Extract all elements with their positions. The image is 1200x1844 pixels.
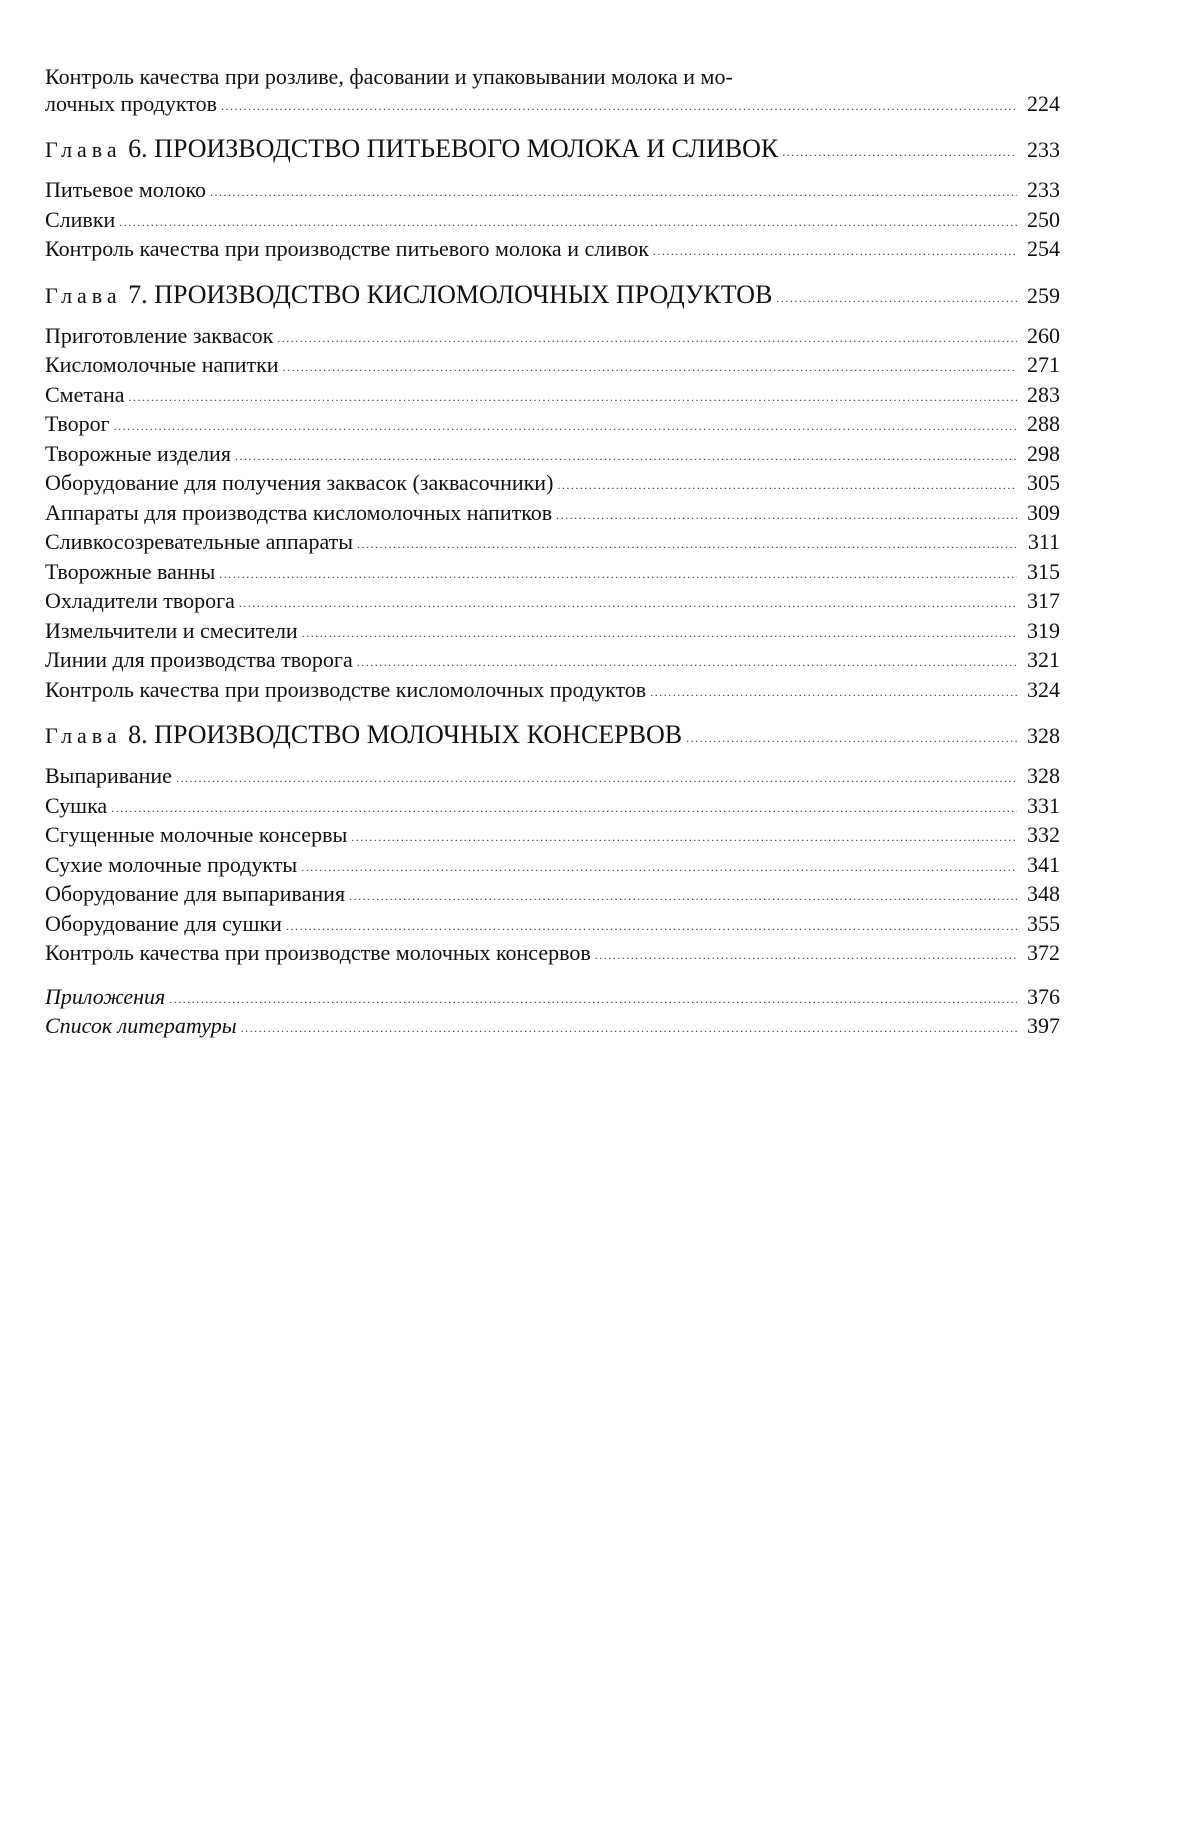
toc-entry-intro [45,64,1060,120]
dot-leader [129,384,1017,411]
chapter-heading-8 [45,720,1060,754]
dot-leader [357,649,1017,676]
chapter-label: Глава [45,723,122,748]
toc-page-number: 341 [1027,851,1060,877]
dot-leader [653,238,1017,265]
dot-leader [351,824,1017,851]
toc-page-number: 317 [1027,588,1060,613]
toc-entry [45,881,1060,911]
toc-entry-title: Творожные ванны [45,558,216,584]
dot-leader [176,765,1017,792]
toc-entry [45,793,1060,823]
toc-entry [45,852,1060,882]
dot-leader [111,795,1017,822]
toc-entry-title: Оборудование для сушки [45,910,282,936]
chapter-title-text: 7. ПРОИЗВОДСТВО КИСЛОМОЛОЧНЫХ ПРОДУКТОВ [128,279,773,309]
toc-entry-title: Творожные изделия [45,440,231,466]
toc-entry-title: Выпаривание [45,763,172,788]
dot-leader [119,209,1017,236]
toc-page-number: 250 [1027,206,1060,232]
toc-entry [45,411,1060,441]
toc-page-number: 332 [1027,822,1060,847]
toc-page-number: 372 [1027,940,1060,965]
toc-entry-title: Оборудование для получения заквасок (заквасочники) [45,470,554,495]
toc-entry [45,382,1060,412]
toc-entry [45,470,1060,500]
dot-leader [556,502,1017,529]
toc-entry [45,352,1060,382]
toc-entry-title-line1: Контроль качества при розливе, фасовании и упаковывании молока и мо- [45,64,733,89]
toc-page-number: 319 [1027,617,1060,643]
chapter-label: Глава [45,137,122,162]
dot-leader [650,679,1017,706]
toc-entry [45,559,1060,589]
toc-entry-title: Сливкосозревательные аппараты [45,529,354,554]
toc-entry-title: Сливки [45,206,116,232]
dot-leader [114,413,1017,440]
toc-page-number: 348 [1027,881,1060,906]
toc-entry [45,588,1060,618]
chapter-title [45,720,682,751]
toc-entry [45,177,1060,207]
toc-page-number: 321 [1027,647,1060,672]
chapter-title [45,280,772,311]
toc-entry-row [45,91,1060,121]
toc-entry-title: Список литературы [45,1013,237,1038]
toc-entry-title: Аппараты для производства кисломолочных напитков [45,499,553,525]
toc-page-number: 283 [1027,381,1060,407]
toc-page-number: 271 [1027,352,1060,377]
toc-entry [45,911,1060,941]
chapter-title-text: 8. ПРОИЗВОДСТВО МОЛОЧНЫХ КОНСЕРВОВ [128,720,683,749]
toc-entry [45,529,1060,559]
toc-entry [45,677,1060,707]
toc-entry-title: Охладители творога [45,588,235,613]
toc-entry-title: Измельчители и смесители [45,617,298,643]
toc-entry-title-line2: лочных продуктов [45,90,217,116]
toc-entry-title: Контроль качества при производстве молочных консервов [45,940,591,965]
toc-entry-title: Кисломолочные напитки [45,352,279,377]
toc-page-number: 259 [1027,282,1060,308]
dot-leader [302,620,1017,647]
toc-entry-title: Сухие молочные продукты [45,851,298,877]
chapter-title-text: 6. ПРОИЗВОДСТВО ПИТЬЕВОГО МОЛОКА И СЛИВОК [128,134,779,163]
dot-leader [221,93,1017,120]
toc-entry-title: Приложения [45,983,166,1009]
dot-leader [349,883,1017,910]
chapter-heading-7 [45,280,1060,314]
toc-entry [45,618,1060,648]
toc-page-number: 233 [1027,137,1060,162]
dot-leader [219,561,1017,588]
toc-entry-title: Сушка [45,792,108,818]
toc-page-number: 288 [1027,411,1060,436]
toc-entry [45,822,1060,852]
toc-entry [45,236,1060,266]
toc-page-number: 331 [1027,792,1060,818]
toc-entry-title: Линии для производства творога [45,647,353,672]
dot-leader [283,354,1017,381]
dot-leader [557,472,1017,499]
dot-leader [686,723,1017,753]
toc-entry-bibliography [45,1013,1060,1043]
dot-leader [595,942,1017,969]
dot-leader [301,854,1017,881]
toc-entry-title: Питьевое молоко [45,177,207,202]
toc-page-number: 233 [1027,177,1060,202]
toc-page-number: 315 [1027,558,1060,584]
toc-page-number: 324 [1027,676,1060,702]
toc-entry-title: Творог [45,411,110,436]
toc-page-number: 260 [1027,322,1060,348]
dot-leader [241,1015,1017,1042]
toc-entry-title: Контроль качества при производстве питьевого молока и сливок [45,236,649,261]
toc-entry-appendix [45,984,1060,1014]
toc-page-number: 224 [1027,90,1060,116]
dot-leader [782,137,1017,167]
toc-page-number: 298 [1027,440,1060,466]
chapter-title [45,134,778,165]
dot-leader [776,283,1017,313]
toc-entry-title: Сметана [45,381,125,407]
dot-leader [210,179,1017,206]
toc-page-number: 376 [1027,983,1060,1009]
dot-leader [286,913,1017,940]
toc-page-number: 309 [1027,499,1060,525]
dot-leader [277,325,1017,352]
chapter-heading-6 [45,134,1060,168]
toc-entry-title: Сгущенные молочные консервы [45,822,348,847]
dot-leader [169,986,1017,1013]
dot-leader [235,443,1017,470]
toc-entry-title: Приготовление заквасок [45,322,274,348]
toc-entry [45,647,1060,677]
toc-entry-title: Оборудование для выпаривания [45,881,346,906]
toc-page-number: 254 [1027,236,1060,261]
toc-entry [45,500,1060,530]
toc-page-number: 397 [1027,1013,1060,1038]
toc-page-number: 355 [1027,910,1060,936]
dot-leader [357,531,1017,558]
toc-entry [45,323,1060,353]
chapter-label: Глава [45,282,122,308]
toc-page-number: 311 [1027,529,1060,554]
dot-leader [239,590,1017,617]
toc-page-number: 305 [1027,470,1060,495]
toc-entry [45,763,1060,793]
toc-entry [45,940,1060,970]
toc-page-number: 328 [1027,763,1060,788]
toc-entry [45,207,1060,237]
table-of-contents [45,64,1060,1043]
toc-page-number: 328 [1027,723,1060,748]
toc-entry-title: Контроль качества при производстве кисломолочных продуктов [45,676,647,702]
toc-entry [45,441,1060,471]
